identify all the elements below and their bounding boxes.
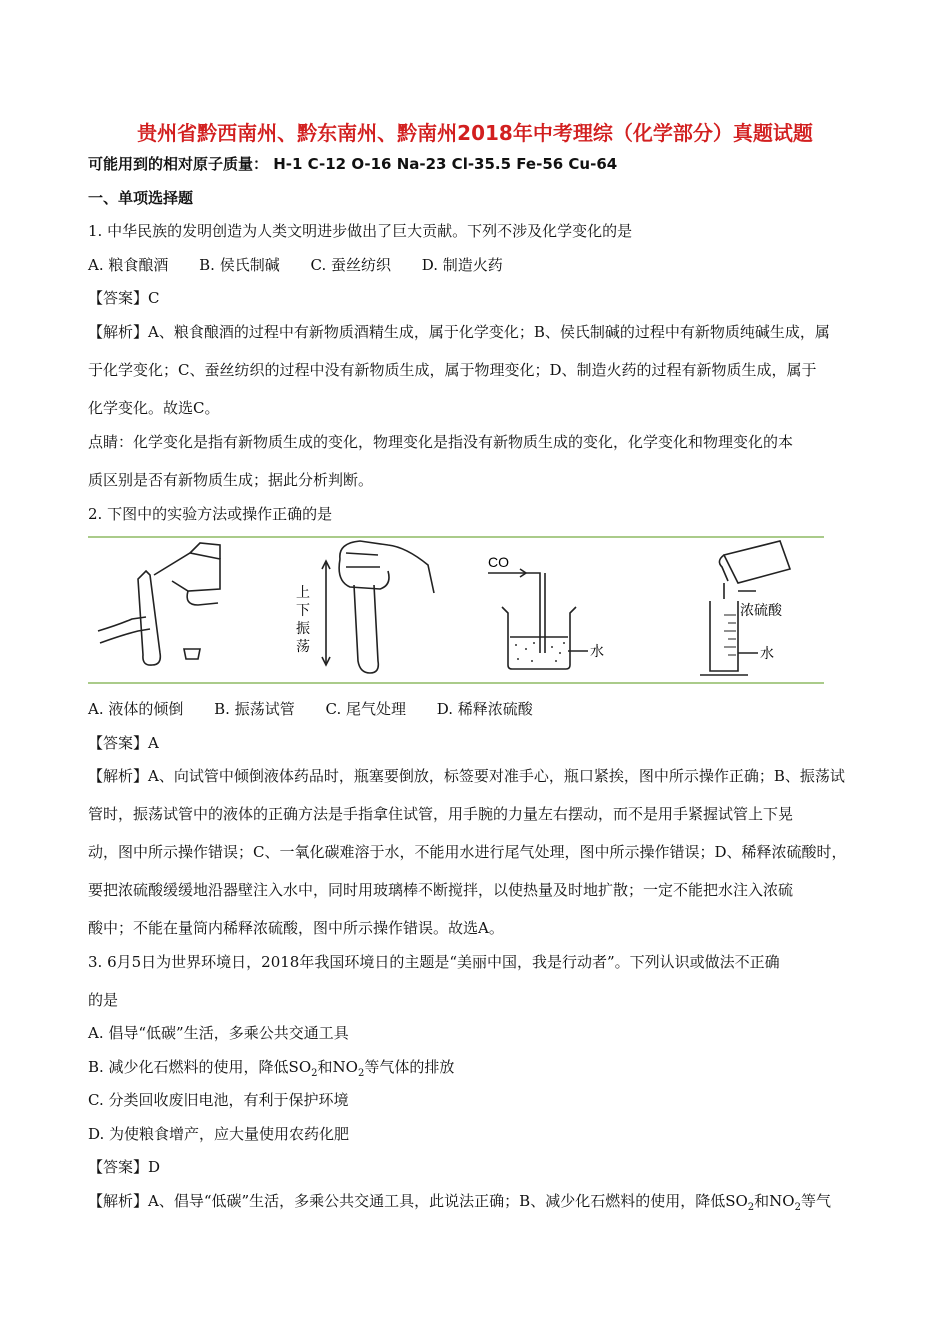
q1-options <box>88 255 878 275</box>
vertical-label-char: 上 <box>296 585 310 601</box>
q2-option-b: B. 振荡试管 <box>214 700 295 718</box>
q2-analysis-line: 【解析】A、向试管中倾倒液体药品时，瓶塞要倒放，标签要对准手心，瓶口紧挨，图中所示操作正确；B、振荡试 <box>88 767 845 785</box>
q1-option-a: A. 粮食酿酒 <box>88 256 169 274</box>
q3-analysis-line: 【解析】A、倡导“低碳”生活，多乘公共交通工具，此说法正确；B、减少化石燃料的使用，降低$SO_2$和$NO_2$等气 <box>88 1192 831 1213</box>
q1-option-c: C. 蚕丝纺织 <box>310 256 391 274</box>
vertical-label-char: 下 <box>296 603 310 619</box>
q2-analysis-line: 动，图中所示操作错误；C、一氧化碳难溶于水，不能用水进行尾气处理，图中所示操作错误；D、稀释浓硫酸时， <box>88 843 847 861</box>
document-title: 贵州省黔西南州、黔东南州、黔南州2018年中考理综（化学部分）真题试题 <box>137 121 813 145</box>
q2-analysis-line: 酸中；不能在量筒内稀释浓硫酸，图中所示操作错误。故选A。 <box>88 919 504 937</box>
q1-analysis-line: 化学变化。故选C。 <box>88 399 220 417</box>
q1-tip-line: 点睛：化学变化是指有新物质生成的变化，物理变化是指没有新物质生成的变化，化学变化和物理变化的本 <box>88 433 794 451</box>
q1-answer: 【答案】C <box>88 289 160 307</box>
q2-analysis-line: 管时，振荡试管中的液体的正确方法是手指拿住试管，用手腕的力量左右摆动，而不是用手紧握试管上下晃 <box>88 805 794 823</box>
q1-tip-line: 质区别是否有新物质生成；据此分析判断。 <box>88 471 374 489</box>
q1-option-d: D. 制造火药 <box>421 256 503 274</box>
q3-option-b: B. 减少化石燃料的使用，降低$SO_2$和$NO_2$等气体的排放 <box>88 1058 455 1079</box>
acid-label: 浓硫酸 <box>740 603 782 619</box>
q3-option-a: A. 倡导“低碳”生活，多乘公共交通工具 <box>88 1024 349 1042</box>
cylinder-graduations <box>724 615 736 655</box>
q1-option-b: B. 侯氏制碱 <box>199 256 280 274</box>
water-label-c: 水 <box>590 644 604 660</box>
co-label: CO <box>488 554 509 570</box>
pouring-liquid-drawing <box>98 543 220 665</box>
q2-option-c: C. 尾气处理 <box>325 700 406 718</box>
q3-stem-line: 3. 6月5日为世界环境日，2018年我国环境日的主题是“美丽中国，我是行动者”。下列认识或做法不正确 <box>88 953 780 971</box>
vertical-label-char: 振 <box>296 621 310 637</box>
vertical-label-char: 荡 <box>296 639 310 655</box>
atomic-masses: 可能用到的相对原子质量： H-1 C-12 O-16 Na-23 Cl-35.5 Fe-56 Cu-64 <box>88 155 618 173</box>
q3-option-d: D. 为使粮食增产，应大量使用农药化肥 <box>88 1125 350 1143</box>
shaking-test-tube-drawing <box>296 541 434 673</box>
dilute-acid-drawing <box>700 541 790 675</box>
q3-answer: 【答案】D <box>88 1158 161 1176</box>
q2-option-a: A. 液体的倾倒 <box>88 700 184 718</box>
water-label-d: 水 <box>760 646 774 662</box>
q1-stem: 1. 中华民族的发明创造为人类文明进步做出了巨大贡献。下列不涉及化学变化的是 <box>88 222 633 240</box>
lab-operations-illustration <box>88 535 824 685</box>
q2-stem: 2. 下图中的实验方法或操作正确的是 <box>88 505 333 523</box>
section-heading: 一、单项选择题 <box>88 189 194 207</box>
q3-option-c: C. 分类回收废旧电池，有利于保护环境 <box>88 1091 349 1109</box>
q2-option-d: D. 稀释浓硫酸 <box>436 700 533 718</box>
q2-figure <box>88 535 824 685</box>
q2-answer: 【答案】A <box>88 734 159 752</box>
q1-analysis-line: 【解析】A、粮食酿酒的过程中有新物质酒精生成，属于化学变化；B、侯氏制碱的过程中有新物质纯碱生成，属 <box>88 323 830 341</box>
co-tail-gas-drawing <box>488 554 604 669</box>
q2-options <box>88 699 878 719</box>
q1-analysis-line: 于化学变化；C、蚕丝纺织的过程中没有新物质生成，属于物理变化；D、制造火药的过程有新物质生成，属于 <box>88 361 817 379</box>
q2-analysis-line: 要把浓硫酸缓缓地沿器壁注入水中，同时用玻璃棒不断搅拌，以使热量及时地扩散；一定不能把水注入浓硫 <box>88 881 794 899</box>
q3-stem-line: 的是 <box>88 991 119 1009</box>
